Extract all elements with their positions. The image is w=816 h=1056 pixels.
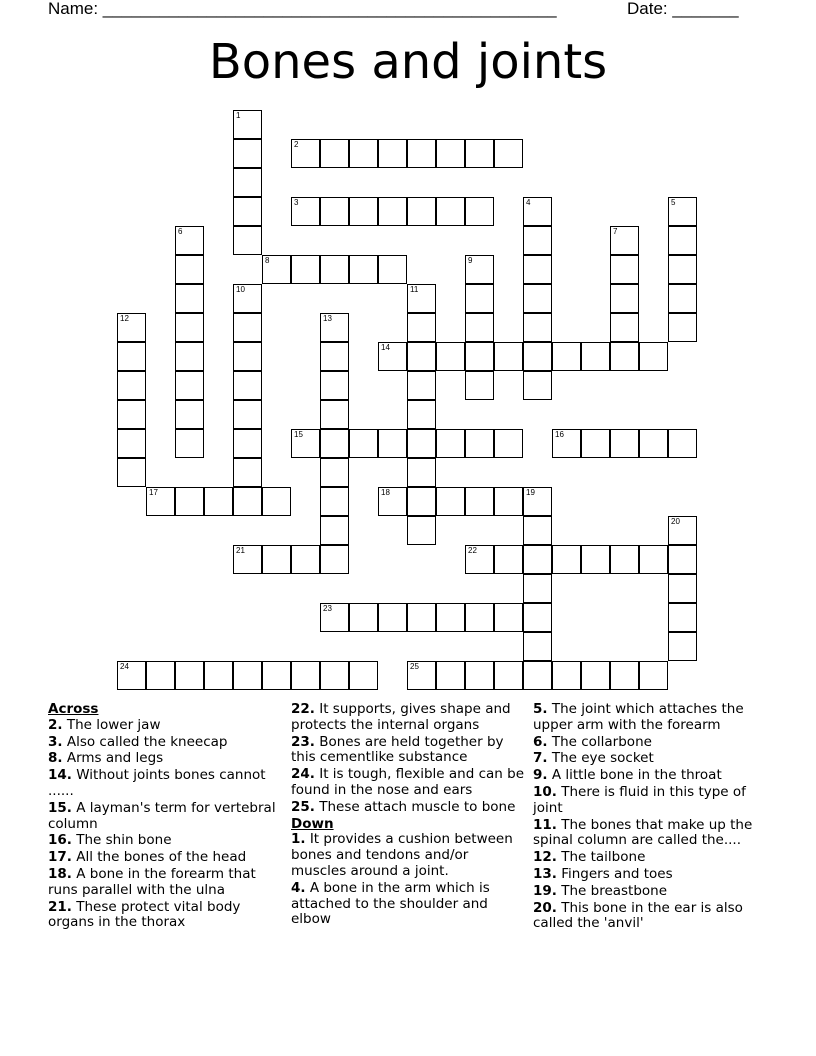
grid-cell[interactable] [494, 342, 523, 371]
grid-cell[interactable] [175, 429, 204, 458]
clue-number: 4 [526, 198, 531, 207]
clue-number: 13 [323, 314, 332, 323]
grid-cell[interactable] [233, 284, 262, 313]
clue-across-16: 16. The shin bone [48, 832, 172, 849]
grid-cell[interactable] [523, 603, 552, 632]
grid-cell[interactable] [523, 487, 552, 516]
grid-cell[interactable] [494, 429, 523, 458]
clue-number: 19 [526, 488, 535, 497]
clue-down-9: 9. A little bone in the throat [533, 767, 722, 784]
grid-cell[interactable] [117, 400, 146, 429]
clue-number: 11 [410, 285, 419, 294]
grid-cell[interactable] [610, 545, 639, 574]
grid-cell[interactable] [233, 226, 262, 255]
grid-cell[interactable] [465, 139, 494, 168]
grid-cell[interactable] [175, 487, 204, 516]
clue-number: 20 [671, 517, 680, 526]
clue-down-6: 6. The collarbone [533, 733, 652, 750]
grid-cell[interactable] [581, 545, 610, 574]
grid-cell[interactable] [233, 487, 262, 516]
grid-cell[interactable] [175, 255, 204, 284]
grid-cell[interactable] [523, 313, 552, 342]
grid-cell[interactable] [552, 545, 581, 574]
grid-cell[interactable] [436, 429, 465, 458]
grid-cell[interactable] [523, 661, 552, 690]
grid-cell[interactable] [668, 197, 697, 226]
across-heading: Across [48, 701, 99, 717]
clue-across-23: 23. Bones are held together by this cementlike substance [291, 733, 504, 766]
grid-cell[interactable] [494, 487, 523, 516]
grid-cell[interactable] [320, 342, 349, 371]
grid-cell[interactable] [378, 487, 407, 516]
grid-cell[interactable] [668, 574, 697, 603]
clue-number: 8 [265, 256, 270, 265]
clue-number: 15 [294, 430, 303, 439]
grid-cell[interactable] [436, 661, 465, 690]
grid-cell[interactable] [407, 371, 436, 400]
grid-cell[interactable] [668, 545, 697, 574]
clue-across-17: 17. All the bones of the head [48, 849, 247, 866]
grid-cell[interactable] [378, 255, 407, 284]
grid-cell[interactable] [407, 139, 436, 168]
clue-across-21: 21. These protect vital body organs in the thorax [48, 898, 241, 931]
grid-cell[interactable] [291, 545, 320, 574]
grid-cell[interactable] [610, 342, 639, 371]
grid-cell[interactable] [291, 429, 320, 458]
grid-cell[interactable] [407, 516, 436, 545]
grid-cell[interactable] [436, 603, 465, 632]
clue-down-1: 1. It provides a cushion between bones and tendons and/or muscles around a joint. [291, 831, 513, 879]
grid-cell[interactable] [320, 603, 349, 632]
grid-cell[interactable] [291, 661, 320, 690]
grid-cell[interactable] [407, 487, 436, 516]
grid-cell[interactable] [668, 313, 697, 342]
clue-down-13: 13. Fingers and toes [533, 865, 673, 882]
clue-down-19: 19. The breastbone [533, 882, 668, 899]
grid-cell[interactable] [233, 429, 262, 458]
grid-cell[interactable] [320, 400, 349, 429]
clue-down-12: 12. The tailbone [533, 849, 646, 866]
page-title: Bones and joints [208, 34, 608, 90]
grid-cell[interactable] [320, 661, 349, 690]
grid-cell[interactable] [407, 197, 436, 226]
grid-cell[interactable] [668, 632, 697, 661]
grid-cell[interactable] [262, 661, 291, 690]
clue-number: 22 [468, 546, 477, 555]
grid-cell[interactable] [320, 516, 349, 545]
grid-cell[interactable] [465, 284, 494, 313]
grid-cell[interactable] [204, 661, 233, 690]
grid-cell[interactable] [552, 661, 581, 690]
grid-cell[interactable] [407, 458, 436, 487]
grid-cell[interactable] [117, 371, 146, 400]
grid-cell[interactable] [407, 429, 436, 458]
grid-cell[interactable] [465, 255, 494, 284]
grid-cell[interactable] [349, 255, 378, 284]
clue-across-22: 22. It supports, gives shape and protects the internal organs [291, 701, 511, 733]
clue-number: 1 [236, 111, 241, 120]
grid-cell[interactable] [175, 400, 204, 429]
grid-cell[interactable] [610, 284, 639, 313]
grid-cell[interactable] [378, 342, 407, 371]
clues-column-3 [533, 702, 773, 933]
clue-across-18: 18. A bone in the forearm that runs parallel with the ulna [48, 865, 256, 898]
grid-cell[interactable] [233, 661, 262, 690]
grid-cell[interactable] [436, 487, 465, 516]
name-field[interactable]: Name: ________________________________________________ [48, 0, 557, 18]
grid-cell[interactable] [668, 429, 697, 458]
grid-cell[interactable] [465, 313, 494, 342]
grid-cell[interactable] [262, 255, 291, 284]
grid-cell[interactable] [407, 400, 436, 429]
grid-cell[interactable] [639, 342, 668, 371]
clue-number: 17 [149, 488, 158, 497]
grid-cell[interactable] [465, 603, 494, 632]
clue-number: 2 [294, 140, 299, 149]
clue-number: 6 [178, 227, 183, 236]
grid-cell[interactable] [262, 545, 291, 574]
grid-cell[interactable] [233, 168, 262, 197]
grid-cell[interactable] [523, 632, 552, 661]
grid-cell[interactable] [117, 313, 146, 342]
grid-cell[interactable] [639, 661, 668, 690]
grid-cell[interactable] [204, 487, 233, 516]
grid-cell[interactable] [407, 284, 436, 313]
grid-cell[interactable] [262, 487, 291, 516]
grid-cell[interactable] [610, 313, 639, 342]
clues-column-2 [291, 702, 526, 929]
grid-cell[interactable] [494, 139, 523, 168]
grid-cell[interactable] [436, 342, 465, 371]
grid-cell[interactable] [320, 197, 349, 226]
grid-cell[interactable] [349, 197, 378, 226]
grid-cell[interactable] [552, 429, 581, 458]
grid-cell[interactable] [581, 661, 610, 690]
grid-cell[interactable] [465, 545, 494, 574]
grid-cell[interactable] [349, 603, 378, 632]
clue-across-2: 2. The lower jaw [48, 716, 161, 733]
grid-cell[interactable] [233, 197, 262, 226]
clue-down-11: 11. The bones that make up the spinal column are called the.... [533, 816, 753, 849]
grid-cell[interactable] [610, 661, 639, 690]
grid-cell[interactable] [233, 371, 262, 400]
grid-cell[interactable] [668, 255, 697, 284]
grid-cell[interactable] [581, 342, 610, 371]
grid-cell[interactable] [233, 313, 262, 342]
grid-cell[interactable] [117, 342, 146, 371]
grid-cell[interactable] [233, 458, 262, 487]
clue-down-7: 7. The eye socket [533, 750, 654, 767]
grid-cell[interactable] [378, 139, 407, 168]
clue-number: 10 [236, 285, 245, 294]
date-field[interactable]: Date: _______ [627, 0, 739, 18]
grid-cell[interactable] [523, 197, 552, 226]
grid-cell[interactable] [668, 603, 697, 632]
grid-cell[interactable] [465, 342, 494, 371]
grid-cell[interactable] [523, 226, 552, 255]
grid-cell[interactable] [436, 139, 465, 168]
grid-cell[interactable] [320, 429, 349, 458]
grid-cell[interactable] [320, 255, 349, 284]
grid-cell[interactable] [378, 197, 407, 226]
grid-cell[interactable] [175, 226, 204, 255]
grid-cell[interactable] [668, 284, 697, 313]
grid-cell[interactable] [581, 429, 610, 458]
clue-across-15: 15. A layman's term for vertebral column [48, 799, 276, 832]
grid-cell[interactable] [552, 342, 581, 371]
down-heading: Down [291, 815, 334, 832]
grid-cell[interactable] [291, 139, 320, 168]
clue-number: 16 [555, 430, 564, 439]
grid-cell[interactable] [233, 400, 262, 429]
grid-cell[interactable] [349, 429, 378, 458]
grid-cell[interactable] [320, 139, 349, 168]
clue-number: 14 [381, 343, 390, 352]
grid-cell[interactable] [407, 342, 436, 371]
grid-cell[interactable] [146, 487, 175, 516]
clue-number: 18 [381, 488, 390, 497]
grid-cell[interactable] [436, 197, 465, 226]
clue-across-25: 25. These attach muscle to bone [291, 798, 516, 815]
grid-cell[interactable] [117, 429, 146, 458]
grid-cell[interactable] [320, 545, 349, 574]
grid-cell[interactable] [175, 342, 204, 371]
clue-number: 12 [120, 314, 129, 323]
clues-column-1 [48, 702, 278, 932]
grid-cell[interactable] [668, 226, 697, 255]
grid-cell[interactable] [523, 516, 552, 545]
grid-cell[interactable] [523, 284, 552, 313]
grid-cell[interactable] [291, 197, 320, 226]
grid-cell[interactable] [465, 487, 494, 516]
grid-cell[interactable] [320, 487, 349, 516]
clue-down-20: 20. This bone in the ear is also called the 'anvil' [533, 899, 743, 932]
grid-cell[interactable] [407, 603, 436, 632]
clue-across-3: 3. Also called the kneecap [48, 733, 228, 750]
grid-cell[interactable] [117, 661, 146, 690]
grid-cell[interactable] [378, 429, 407, 458]
clue-across-14: 14. Without joints bones cannot ...... [48, 767, 266, 799]
grid-cell[interactable] [233, 139, 262, 168]
grid-cell[interactable] [465, 661, 494, 690]
clue-down-5: 5. The joint which attaches the upper arm with the forearm [533, 701, 744, 733]
grid-cell[interactable] [175, 371, 204, 400]
grid-cell[interactable] [639, 429, 668, 458]
grid-cell[interactable] [523, 342, 552, 371]
grid-cell[interactable] [320, 313, 349, 342]
grid-cell[interactable] [523, 545, 552, 574]
grid-cell[interactable] [639, 545, 668, 574]
clue-down-10: 10. There is fluid in this type of joint [533, 783, 746, 816]
grid-cell[interactable] [320, 371, 349, 400]
grid-cell[interactable] [494, 603, 523, 632]
clue-number: 3 [294, 198, 299, 207]
grid-cell[interactable] [175, 284, 204, 313]
grid-cell[interactable] [407, 313, 436, 342]
grid-cell[interactable] [465, 429, 494, 458]
clue-across-24: 24. It is tough, flexible and can be found in the nose and ears [291, 766, 525, 798]
grid-cell[interactable] [175, 313, 204, 342]
grid-cell[interactable] [523, 574, 552, 603]
grid-cell[interactable] [465, 197, 494, 226]
grid-cell[interactable] [233, 545, 262, 574]
clue-number: 21 [236, 546, 245, 555]
clue-number: 24 [120, 662, 129, 671]
clue-across-8: 8. Arms and legs [48, 750, 164, 767]
grid-cell[interactable] [610, 429, 639, 458]
clue-number: 23 [323, 604, 332, 613]
clue-number: 5 [671, 198, 676, 207]
grid-cell[interactable] [233, 110, 262, 139]
grid-cell[interactable] [407, 661, 436, 690]
clue-number: 25 [410, 662, 419, 671]
grid-cell[interactable] [349, 661, 378, 690]
grid-cell[interactable] [378, 603, 407, 632]
grid-cell[interactable] [117, 458, 146, 487]
grid-cell[interactable] [523, 255, 552, 284]
grid-cell[interactable] [523, 371, 552, 400]
clue-number: 9 [468, 256, 473, 265]
grid-cell[interactable] [349, 139, 378, 168]
grid-cell[interactable] [494, 661, 523, 690]
grid-cell[interactable] [610, 226, 639, 255]
header [0, 0, 816, 20]
grid-cell[interactable] [146, 661, 175, 690]
grid-cell[interactable] [668, 516, 697, 545]
grid-cell[interactable] [233, 342, 262, 371]
grid-cell[interactable] [291, 255, 320, 284]
grid-cell[interactable] [465, 371, 494, 400]
grid-cell[interactable] [175, 661, 204, 690]
grid-cell[interactable] [610, 255, 639, 284]
grid-cell[interactable] [494, 545, 523, 574]
grid-cell[interactable] [320, 458, 349, 487]
clue-down-4: 4. A bone in the arm which is attached to the shoulder and elbow [291, 879, 490, 928]
clue-number: 7 [613, 227, 618, 236]
